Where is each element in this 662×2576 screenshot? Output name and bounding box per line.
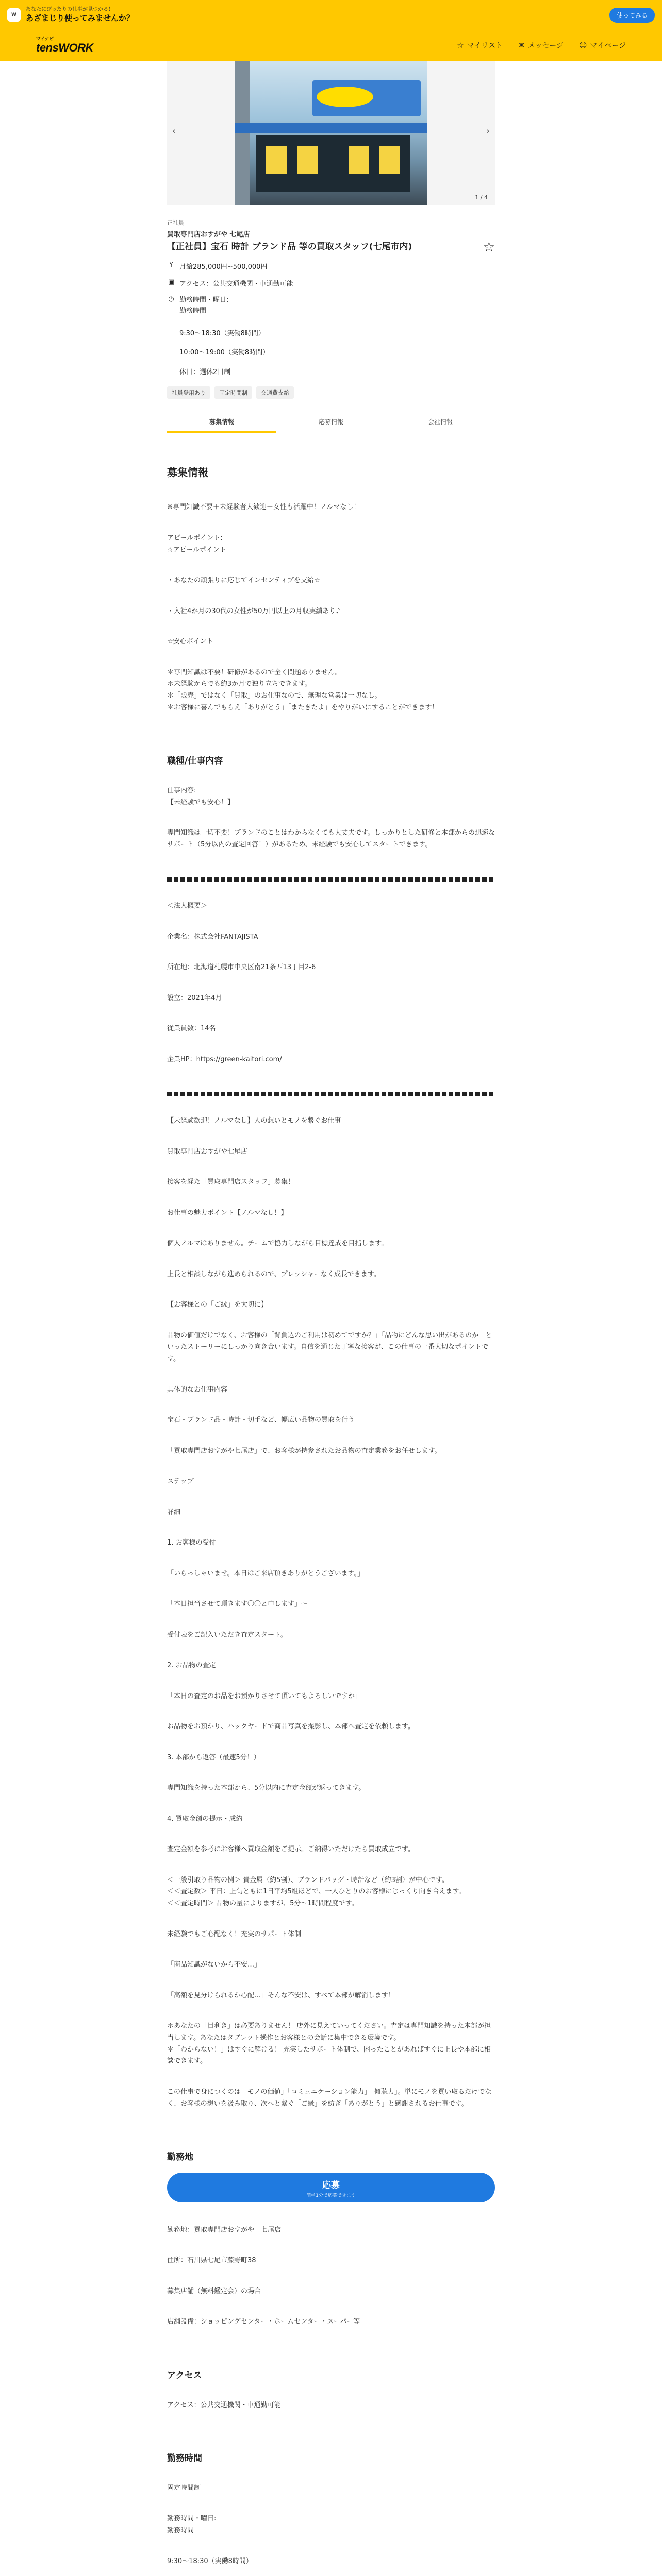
hours-item: 9:30〜18:30（実働8時間） bbox=[179, 329, 265, 337]
job-description: 仕事内容: 【未経験でも安心！】 専門知識は一切不要！ブランドのことはわからなくても大丈夫です。しっかりとした研修と本部からの迅速なサポート（5分以内の査定回答！）があるため、未経験でも安心してスタートできます。 ＜法人概要＞ 企業名：株式会社FANTAJISTA 所在地：北海道札幌市中央区南21条西13丁目2-6 設立：2021年4月 従業員数：14名 企業HP：https://green-kaitori.com/ 【未経験歓迎！ノルマなし】人の想いとモノを繋ぐお仕事 買取専門店おすがや七尾店 接客を経た「買取専門店スタッフ」募集！ お仕事の魅力ポイント【ノルマなし！】 個人ノルマはありません。チームで協力しながら目標達成を目指します。 上長と相談しながら進められるので、プレッシャーなく成長できます。 【お客様との「ご縁」を大切に】 品物の価値だけでなく、お客様の「背負込のご利用は初めてですか？」「品物にどんな思い出があるのか」といったストーリーにしっかり向き合います。自信を通じた丁寧な接客が、この仕事の一番大切なポイントです。 具体的なお仕事内容 宝石・ブランド品・時計・切手など、幅広い品物の買取を行う 「買取専門店おすがや七尾店」で、お客様が持参されたお品物の査定業務をお任せします。 ステップ 詳細 1. お客様の受付 「いらっしゃいませ。本日はご来店頂きありがとうございます。」 「本日担当させて頂きます〇〇と申します」～ 受付表をご記入いただき査定スタート。 2. お品物の査定 「本日の査定のお品をお預かりさせて頂いてもよろしいですか」 お品物をお預かり、ハックヤードで商品写真を撮影し、本部へ査定を依頼します。 3. 本部から返答（最速5分！） 専門知識を持った本部から、5分以内に査定金額が返ってきます。 4. 買取金額の提示・成約 査定金額を参考にお客様へ買取金額をご提示。ご納得いただけたら買取成立です。 ＜一般引取り品物の例＞ 貴金属（約5割）、ブランドバッグ・時計など（約3割）が中心です。 ＜＜査定数＞ 平日：上旬ともに1日平均5組ほどで、一人ひとりのお客様にじっくり向き合えます。 ＜＜査定時間＞ 品物の量によりますが、5分～1時間程度です。 未経験でもご心配なく！充実のサポート体制 「商品知識がないから不安…」 「高額を見分けられるか心配…」そんな不安は、すべて本部が解消します！ ＊あなたの「目利き」は必要ありません！ 店外に見えていってください。査定は専門知識を持った本部が担当します。あなたはタブレット操作とお客様との会話に集中できる環境です。 ＊「わからない！」はすぐに解ける！ 充実したサポート体制で、困ったことがあればすぐに上長や本部に相談できます。 この仕事で身につくのは「モノの価値」「コミュニケーション能力」「傾聴力」。単にモノを買い取るだけでなく、お客様の想いを汲み取り、次へと繋ぐ「ご縁」を紡ぎ「ありがとう」と感謝されるお仕事です。 bbox=[167, 787, 495, 2108]
banner-small-text: あなたにぴったりの仕事が見つかる！ bbox=[26, 7, 113, 13]
banner-big-text: あざまじり使ってみませんか？ bbox=[26, 13, 135, 23]
hours-row bbox=[167, 295, 495, 317]
tag: 社員登用あり bbox=[167, 386, 210, 399]
divider bbox=[167, 1092, 495, 1096]
hours-item: 休日：週休2日制 bbox=[179, 368, 231, 376]
clock-icon: ◷ bbox=[168, 295, 174, 303]
app-install-banner bbox=[0, 0, 662, 30]
job-description-title: 職種/仕事内容 bbox=[167, 756, 223, 767]
hours-list bbox=[179, 324, 495, 382]
site-logo[interactable] bbox=[36, 37, 93, 55]
person-icon: ☺ bbox=[578, 41, 587, 50]
apply-button[interactable] bbox=[167, 2173, 495, 2202]
tab-apply-info[interactable]: 応募情報 bbox=[318, 418, 343, 426]
site-header bbox=[0, 30, 662, 61]
apply-button-label: 応募 bbox=[322, 2180, 340, 2191]
nav-mypage[interactable] bbox=[579, 40, 626, 50]
logo-small-text: マイナビ bbox=[36, 36, 54, 41]
divider bbox=[167, 877, 495, 882]
star-icon: ☆ bbox=[457, 41, 464, 50]
hours-label: 勤務時間・曜日: bbox=[179, 296, 229, 304]
nav-mylist-label: マイリスト bbox=[467, 42, 503, 50]
carousel-prev-icon[interactable]: ‹ bbox=[172, 126, 176, 137]
yen-icon: ¥ bbox=[169, 261, 174, 269]
header-nav bbox=[457, 40, 626, 50]
workplace-title: 勤務地 bbox=[167, 2152, 193, 2163]
hours-sub: 勤務時間 bbox=[179, 307, 207, 315]
access-info: アクセス：公共交通機関・車通勤可能 bbox=[167, 2401, 281, 2409]
hours-info: 固定時間制 勤務時間・曜日: 勤務時間 9:30〜18:30（実働8時間） bbox=[167, 2484, 253, 2565]
nav-messages[interactable] bbox=[518, 40, 564, 50]
recruit-section-title: 募集情報 bbox=[167, 466, 208, 479]
recruit-intro: ※専門知識不要＋未経験者大歓迎＋女性も活躍中！ノルマなし！ アピールポイント: ☆アピールポイント ・あなたの頑張りに応じてインセンティブを支給☆ ・入社4か月の30代の女性が50万円以上の月収実績あり♪ ☆安心ポイント ＊専門知識は不要！研修があるので全く問題ありません。 ＊未経験からでも約3か月で独り立ちできます。 ＊「販売」ではなく「買取」のお仕事なので、無理な営業は一切なし。 ＊お客様に喜んでもらえ「ありがとう」「またきたよ」をやりがいにすることができます！ bbox=[167, 503, 439, 711]
salary-row bbox=[167, 261, 495, 271]
carousel-next-icon[interactable]: › bbox=[486, 126, 490, 137]
access-text: アクセス：公共交通機関・車通勤可能 bbox=[179, 280, 293, 288]
nav-mylist[interactable] bbox=[457, 40, 503, 50]
tag: 固定時間制 bbox=[214, 386, 252, 399]
train-icon: ▣ bbox=[168, 278, 175, 286]
tab-recruit-info[interactable]: 募集情報 bbox=[167, 412, 276, 433]
job-detail bbox=[167, 211, 495, 2576]
banner-text bbox=[26, 7, 134, 23]
nav-messages-label: メッセージ bbox=[527, 42, 564, 50]
store-photo bbox=[235, 61, 427, 205]
favorite-star-icon[interactable]: ☆ bbox=[483, 240, 495, 255]
hours-item: 10:00〜19:00（実働8時間） bbox=[179, 349, 270, 357]
chat-icon: ✉ bbox=[518, 41, 525, 50]
tab-company-info[interactable]: 会社情報 bbox=[427, 418, 453, 426]
job-title: 【正社員】宝石 時計 ブランド品 等の買取スタッフ(七尾市内) bbox=[167, 242, 412, 252]
company-name[interactable]: 買取専門店おすがや 七尾店 bbox=[167, 231, 250, 239]
access-title: アクセス bbox=[167, 2370, 202, 2381]
apply-button-sub: 簡単1分で応募できます bbox=[306, 2193, 356, 2199]
detail-tabs bbox=[167, 412, 495, 433]
app-icon: W bbox=[7, 8, 21, 22]
workplace-info: 勤務地：買取専門店おすがや 七尾店 住所：石川県七尾市藤野町38 募集店舗（無料鑑定会）の場合 店舗設備：ショッピングセンター・ホームセンター・スーパー等 bbox=[167, 2226, 360, 2326]
logo-text: tensWORK bbox=[36, 41, 93, 54]
hours-title: 勤務時間 bbox=[167, 2453, 202, 2464]
access-row bbox=[167, 278, 495, 288]
photo-carousel bbox=[167, 61, 495, 205]
open-app-button[interactable]: 使ってみる bbox=[609, 8, 655, 23]
nav-mypage-label: マイページ bbox=[590, 42, 626, 50]
store-sign bbox=[312, 80, 421, 116]
salary-text: 月給285,000円~500,000円 bbox=[179, 263, 268, 271]
tag: 交通費支給 bbox=[256, 386, 294, 399]
employment-type: 正社員 bbox=[167, 219, 184, 226]
tag-list bbox=[167, 386, 495, 399]
carousel-counter: 1 / 4 bbox=[475, 194, 488, 201]
